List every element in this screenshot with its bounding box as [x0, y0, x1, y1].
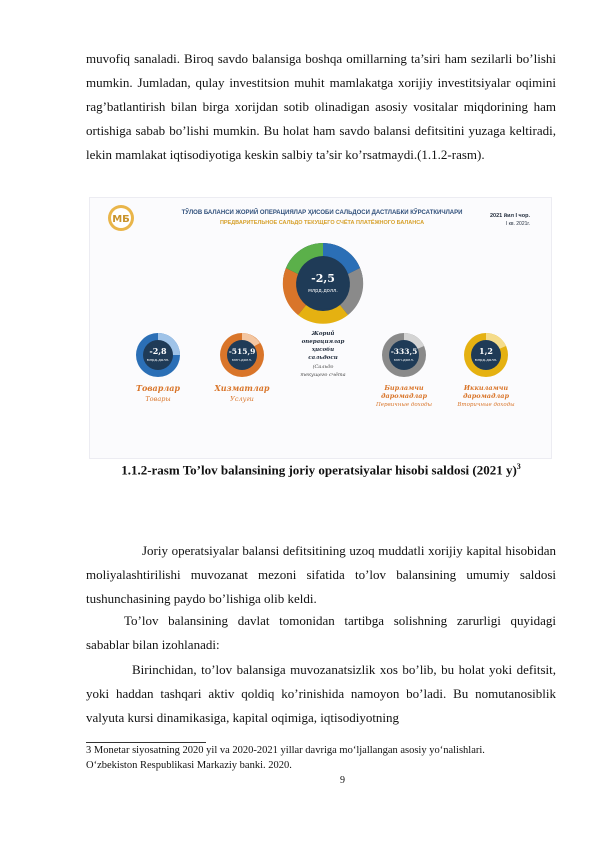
footnote-line-1: 3 Monetar siyosatning 2020 yil va 2020-2021 yillar davriga mo‘ljallangan asosiy yo‘nalishlari.: [86, 745, 485, 756]
figure-title-uz: ТЎЛОВ БАЛАНСИ ЖОРИЙ ОПЕРАЦИЯЛАР ҲИСОБИ САЛЬДОСИ ДАСТЛАБКИ КЎРСАТКИЧЛАРИ: [181, 210, 463, 216]
primary-income-label-ru: Первичные доходы: [375, 402, 433, 408]
svg-text:МБ: МБ: [112, 214, 130, 225]
goods-unit: млрд.долл.: [146, 357, 170, 362]
center-unit: млрд.долл.: [308, 288, 338, 294]
primary-income-value: -333,5: [390, 347, 418, 356]
primary-income-unit: млн.долл.: [394, 357, 414, 362]
center-label-ru-1: (Сальдо: [312, 364, 334, 370]
period-label-ru: I кв. 2021г.: [505, 221, 530, 227]
services-label-ru: Услуги: [230, 395, 254, 403]
secondary-income-value: 1,2: [479, 346, 493, 356]
goods-label-ru: Товары: [145, 395, 171, 403]
primary-income-label-1: Бирламчи: [384, 384, 424, 392]
center-ring: [283, 243, 363, 324]
secondary-income-label-1: Иккиламчи: [463, 384, 509, 392]
goods-value: -2,8: [149, 346, 167, 356]
secondary-income-ring: [464, 333, 508, 377]
goods-label: Товарлар: [136, 383, 180, 393]
secondary-income-label-ru: Вторичные доходы: [457, 402, 515, 408]
infographic: [90, 198, 552, 459]
services-unit: млн.долл.: [232, 357, 252, 362]
footnote-divider: [86, 742, 206, 743]
period-label: 2021 йил I чор.: [489, 213, 530, 219]
figure-caption: [86, 462, 556, 478]
center-label-ru-2: текущего счёта: [300, 372, 346, 378]
central-bank-logo: [108, 205, 134, 231]
balance-of-payments-figure: [89, 197, 552, 459]
figure-title-ru: ПРЕДВАРИТЕЛЬНОЕ САЛЬДО ТЕКУЩЕГО СЧЁТА ПЛАТЁЖНОГО БАЛАНСА: [219, 220, 425, 226]
services-ring: [220, 333, 264, 377]
goods-ring: [136, 333, 180, 377]
page-number: 9: [340, 775, 345, 786]
primary-income-label-2: даромадлар: [380, 392, 428, 400]
caption-text: 1.1.2-rasm To’lov balansining joriy operatsiyalar hisobi saldosi (2021 y): [121, 462, 517, 478]
center-label-1: Жорий: [311, 331, 335, 337]
paragraph-4: Birinchidan, to’lov balansiga muvozanatsizlik xos bo’lib, bu holat yoki defitsit, yoki haddan tashqari aktiv qoldiq ko’rinishida namoyon bo’ladi. Bu nomutanosiblik valyuta kursi dinamikasiga, kapital oqimiga, iqtisodiyotning: [86, 662, 556, 725]
footnote-line-2: O‘zbekiston Respublikasi Markaziy banki. 2020.: [86, 760, 292, 771]
center-label-3: ҳисоби: [311, 347, 335, 353]
paragraph-3: To’lov balansining davlat tomonidan tartibga solishning zarurligi quyidagi sabablar bilan izohlanadi:: [86, 613, 556, 652]
paragraph-1: muvofiq sanaladi. Biroq savdo balansiga boshqa omillarning ta’siri ham sezilarli bo’lishi mumkin. Jumladan, qulay investitsion muhit mamlakatga xorijiy investitsiyalar oqimini rag’batlantirish bilan birga xorijdan sotib olinadigan asosiy vositalar miqdorining ham ortishiga sabab bo’lishi mumkin. Bu holat ham savdo balansi defitsitini yuzaga keltiradi, lekin mamlakat iqtisodiyotiga keskin salbiy ta’sir ko’rsatmaydi.(1.1.2-rasm).: [86, 51, 556, 162]
services-label: Хизматлар: [214, 383, 270, 393]
caption-footnote-ref: 3: [516, 462, 521, 471]
services-value: -515,9: [228, 347, 256, 356]
paragraph-2: Joriy operatsiyalar balansi defitsitining uzoq muddatli xorijiy kapital hisobidan moliyalashtirilishi muvozanat mezoni sifatida to’lov balansining umumiy saldosi tushunchasining paydo bo’lishiga olib keldi.: [86, 543, 556, 606]
center-label-4: сальдоси: [308, 355, 338, 361]
center-value: -2,5: [311, 272, 335, 285]
center-label-2: операциялар: [301, 339, 345, 345]
secondary-income-label-2: даромадлар: [462, 392, 510, 400]
secondary-income-unit: млрд.долл.: [474, 357, 498, 362]
primary-income-ring: [382, 333, 426, 377]
